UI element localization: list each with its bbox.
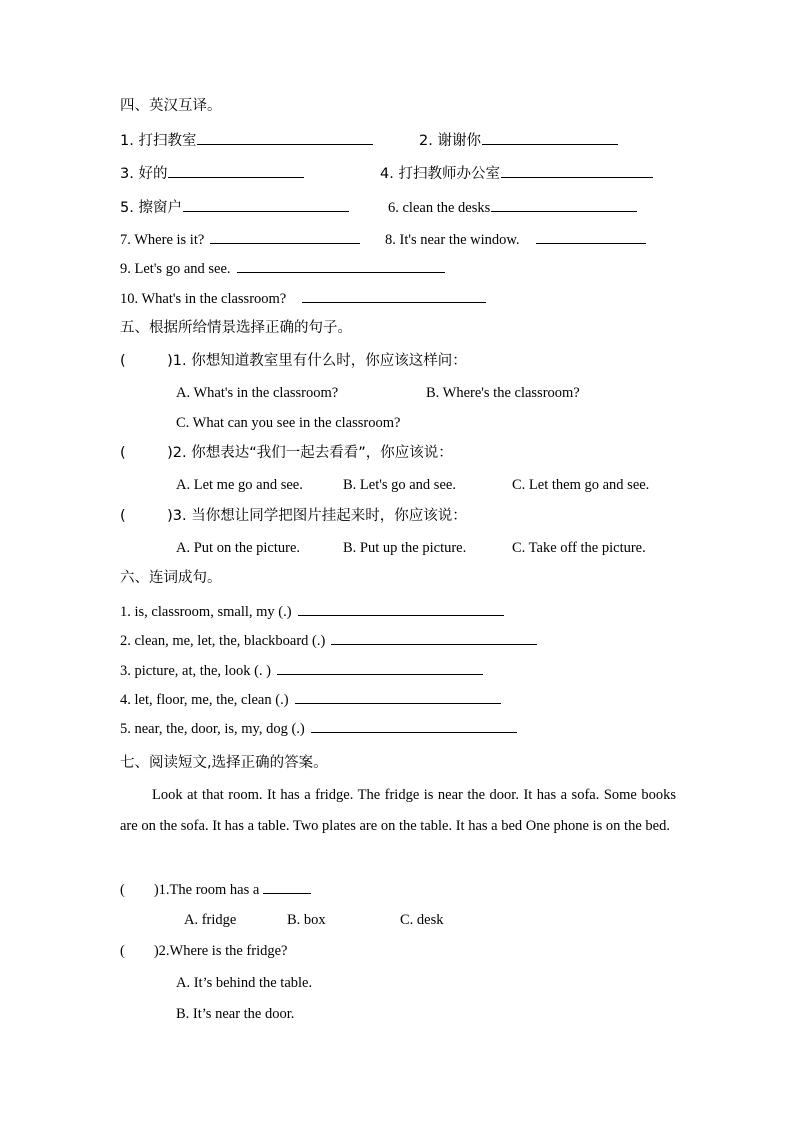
- s4-q1: [120, 130, 373, 151]
- s5-q3-option-c: C. Take off the picture.: [512, 540, 646, 556]
- s7-q1-option-b: B. box: [287, 912, 326, 928]
- s4-q3: [120, 163, 304, 184]
- s4-q8: [385, 229, 646, 250]
- s4-q10-text: 10. What's in the classroom?: [120, 291, 287, 307]
- section-4-title: 四、英汉互译。: [120, 98, 222, 114]
- s6-q4: [120, 689, 501, 710]
- s4-q10: [120, 288, 486, 309]
- s4-q3-text: 3. 好的: [120, 166, 168, 182]
- answer-blank[interactable]: [311, 718, 517, 733]
- s5-q2-option-b: B. Let's go and see.: [343, 477, 456, 493]
- s5-q2-option-a: A. Let me go and see.: [176, 477, 303, 493]
- answer-blank[interactable]: [536, 229, 646, 244]
- s5-q1-option-c: C. What can you see in the classroom?: [176, 415, 401, 431]
- s4-q6-text: 6. clean the desks: [388, 200, 491, 216]
- s5-q1-option-b: B. Where's the classroom?: [426, 385, 580, 401]
- s5-q1-option-a: A. What's in the classroom?: [176, 385, 339, 401]
- s6-q1-text: 1. is, classroom, small, my (.): [120, 604, 292, 620]
- s4-q5: [120, 197, 349, 218]
- s7-q2: ( )2.Where is the fridge?: [120, 943, 288, 959]
- answer-blank[interactable]: [263, 879, 311, 894]
- reading-passage: Look at that room. It has a fridge. The fridge is near the door. It has a sofa. Some books are on the sofa. It has a table. Two plates are on the table. It has a bed One phone is on the bed.: [120, 787, 676, 834]
- s5-q2: ( )2. 你想表达“我们一起去看看”，你应该说：: [120, 445, 453, 461]
- s6-q5-text: 5. near, the, door, is, my, dog (.): [120, 721, 305, 737]
- answer-blank[interactable]: [331, 630, 537, 645]
- s4-q2: [419, 130, 618, 151]
- answer-blank[interactable]: [277, 660, 483, 675]
- s6-q1: [120, 601, 504, 622]
- s5-q3-option-b: B. Put up the picture.: [343, 540, 467, 556]
- s4-q8-text: 8. It's near the window.: [385, 232, 520, 248]
- s4-q1-text: 1. 打扫教室: [120, 133, 197, 149]
- answer-blank[interactable]: [501, 163, 653, 178]
- answer-blank[interactable]: [210, 229, 360, 244]
- s5-q3-option-a: A. Put on the picture.: [176, 540, 301, 556]
- s7-q1-option-c: C. desk: [400, 912, 444, 928]
- s4-q2-text: 2. 谢谢你: [419, 133, 481, 149]
- answer-blank[interactable]: [168, 163, 304, 178]
- s6-q2: [120, 630, 537, 651]
- s7-q2-option-a: A. It’s behind the table.: [176, 975, 313, 991]
- s7-q1: [120, 879, 311, 900]
- section-5-title: 五、根据所给情景选择正确的句子。: [120, 320, 352, 336]
- answer-blank[interactable]: [237, 258, 445, 273]
- answer-blank[interactable]: [183, 197, 349, 212]
- s5-q1: ( )1. 你想知道教室里有什么时，你应该这样问：: [120, 353, 467, 369]
- answer-blank[interactable]: [482, 130, 618, 145]
- s6-q5: [120, 718, 517, 739]
- answer-blank[interactable]: [491, 197, 637, 212]
- s4-q5-text: 5. 擦窗户: [120, 200, 182, 216]
- section-6-title: 六、连词成句。: [120, 570, 222, 586]
- s4-q9-text: 9. Let's go and see.: [120, 261, 231, 277]
- s4-q9: [120, 258, 445, 279]
- s4-q7: [120, 229, 360, 250]
- answer-blank[interactable]: [295, 689, 501, 704]
- s7-q1-option-a: A. fridge: [184, 912, 237, 928]
- answer-blank[interactable]: [302, 288, 486, 303]
- s6-q2-text: 2. clean, me, let, the, blackboard (.): [120, 633, 326, 649]
- answer-blank[interactable]: [298, 601, 504, 616]
- s5-q2-option-c: C. Let them go and see.: [512, 477, 650, 493]
- answer-blank[interactable]: [197, 130, 373, 145]
- section-7-title: 七、阅读短文,选择正确的答案。: [120, 755, 328, 771]
- s6-q3-text: 3. picture, at, the, look (. ): [120, 663, 271, 679]
- s7-q1-text: ( )1.The room has a: [120, 882, 260, 898]
- s7-q2-option-b: B. It’s near the door.: [176, 1006, 295, 1022]
- s4-q4-text: 4. 打扫教师办公室: [380, 166, 500, 182]
- s4-q4: [380, 163, 653, 184]
- s6-q3: [120, 660, 483, 681]
- s5-q3: ( )3. 当你想让同学把图片挂起来时，你应该说：: [120, 508, 467, 524]
- s4-q6: [388, 197, 637, 218]
- s6-q4-text: 4. let, floor, me, the, clean (.): [120, 692, 289, 708]
- s4-q7-text: 7. Where is it?: [120, 232, 205, 248]
